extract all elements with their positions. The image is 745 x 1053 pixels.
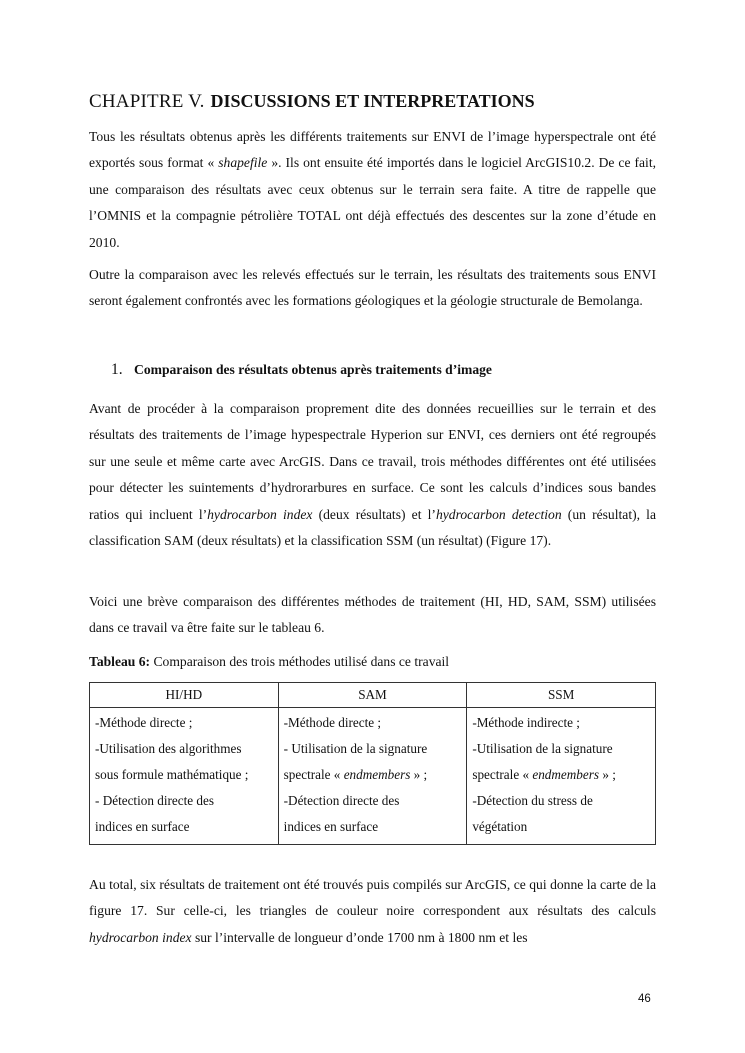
paragraph-text: sur l’intervalle de longueur d’onde 1700 nm à 1800 nm et les	[191, 929, 528, 945]
cell-text: » ;	[410, 767, 428, 782]
cell-line: -Utilisation de la signature	[472, 741, 613, 756]
cell-line: -Détection du stress de	[472, 793, 593, 808]
cell-text: » ;	[599, 767, 616, 782]
italic-term: hydrocarbon detection	[435, 506, 562, 522]
cell-line: indices en surface	[283, 819, 379, 834]
paragraph-text: Au total, six résultats de traitement ont été trouvés puis compilés sur ArcGIS, ce qui donne la carte de la figure 17. Sur celle-ci, les triangles de couleur noire correspondent aux résultats des calculs	[89, 877, 656, 919]
comparison-table	[89, 682, 656, 845]
cell-ssm	[467, 708, 656, 845]
cell-line: indices en surface	[95, 819, 190, 834]
italic-term: hydrocarbon index	[207, 506, 313, 522]
paragraph-table-intro: Voici une brève comparaison des différentes méthodes de traitement (HI, HD, SAM, SSM) utilisées dans ce travail va être faite sur le tableau 6.	[89, 594, 656, 636]
header-hi-hd: HI/HD	[90, 683, 279, 708]
paragraph-text: (deux résultats) et l’	[312, 506, 436, 522]
italic-term: hydrocarbon index	[89, 929, 192, 945]
chapter-label: CHAPITRE V.	[89, 91, 205, 112]
cell-line: -Utilisation des algorithmes	[95, 741, 242, 756]
paragraph-comparison: Outre la comparaison avec les relevés effectués sur le terrain, les résultats des traitements sous ENVI seront également confrontés avec les formations géologiques et la géologie structurale de Bemolanga.	[89, 267, 656, 309]
table-caption-label: Tableau 6:	[89, 654, 151, 669]
cell-line: -Détection directe des	[283, 793, 400, 808]
paragraph-methods	[89, 396, 656, 554]
paragraph-text: (un résultat), la classification SAM (deux résultats) et la classification SSM (un résultat) (Figure 17).	[89, 506, 656, 549]
cell-line: sous formule mathématique ;	[95, 767, 249, 782]
cell-line: -Méthode indirecte ;	[472, 715, 580, 730]
cell-hi-hd	[90, 708, 279, 845]
chapter-title: DISCUSSIONS ET INTERPRETATIONS	[210, 91, 535, 111]
table-header-row	[90, 683, 656, 708]
table-row	[90, 708, 656, 845]
cell-line: végétation	[472, 819, 528, 834]
cell-line	[472, 762, 650, 788]
paragraph-intro	[89, 124, 656, 256]
section-title: Comparaison des résultats obtenus après traitements d’image	[134, 362, 492, 377]
header-ssm: SSM	[467, 683, 656, 708]
table-caption	[89, 651, 449, 673]
header-sam: SAM	[278, 683, 467, 708]
cell-line: -Méthode directe ;	[283, 715, 382, 730]
italic-term: endmembers	[343, 767, 411, 782]
cell-sam	[278, 708, 467, 845]
cell-line: - Détection directe des	[95, 793, 214, 808]
cell-text: spectrale «	[472, 767, 533, 782]
paragraph-text: Tous les résultats obtenus après les différents traitements sur ENVI de l’image hyperspectrale ont été exportés sous format «	[89, 129, 656, 171]
paragraph-text: Avant de procéder à la comparaison proprement dite des données recueillies sur le terrain et des résultats des traitements de l’image hypespectrale Hyperion sur ENVI, ces derniers ont été regroupés sur une seule et même carte avec ArcGIS. Dans ce travail, trois méthodes différentes ont été utilisées pour détecter les suintements d’hydrorarbures en surface. Ce sont les calculs d’indices sous bandes ratios qui incluent l’	[89, 401, 656, 522]
italic-term: endmembers	[532, 767, 600, 782]
cell-line: - Utilisation de la signature	[283, 741, 428, 756]
page-number: 46	[638, 993, 651, 1005]
cell-text: spectrale «	[283, 767, 344, 782]
paragraph-text: ». Ils ont ensuite été importés dans le logiciel ArcGIS10.2. De ce fait, une comparaison des résultats avec ceux obtenus sur le terrain sera faite. A titre de rappelle que l’OMNIS et la compagnie pétrolière TOTAL ont déjà effectués des descentes sur la zone d’étude en 2010.	[89, 155, 657, 250]
chapter-heading	[89, 89, 656, 115]
section-number: 1.	[111, 361, 123, 378]
paragraph-summary	[89, 872, 656, 951]
italic-term: shapefile	[218, 155, 268, 171]
section-heading	[111, 357, 492, 383]
cell-line	[284, 762, 462, 788]
cell-line: -Méthode directe ;	[95, 715, 193, 730]
table-caption-text: Comparaison des trois méthodes utilisé dans ce travail	[150, 654, 450, 669]
